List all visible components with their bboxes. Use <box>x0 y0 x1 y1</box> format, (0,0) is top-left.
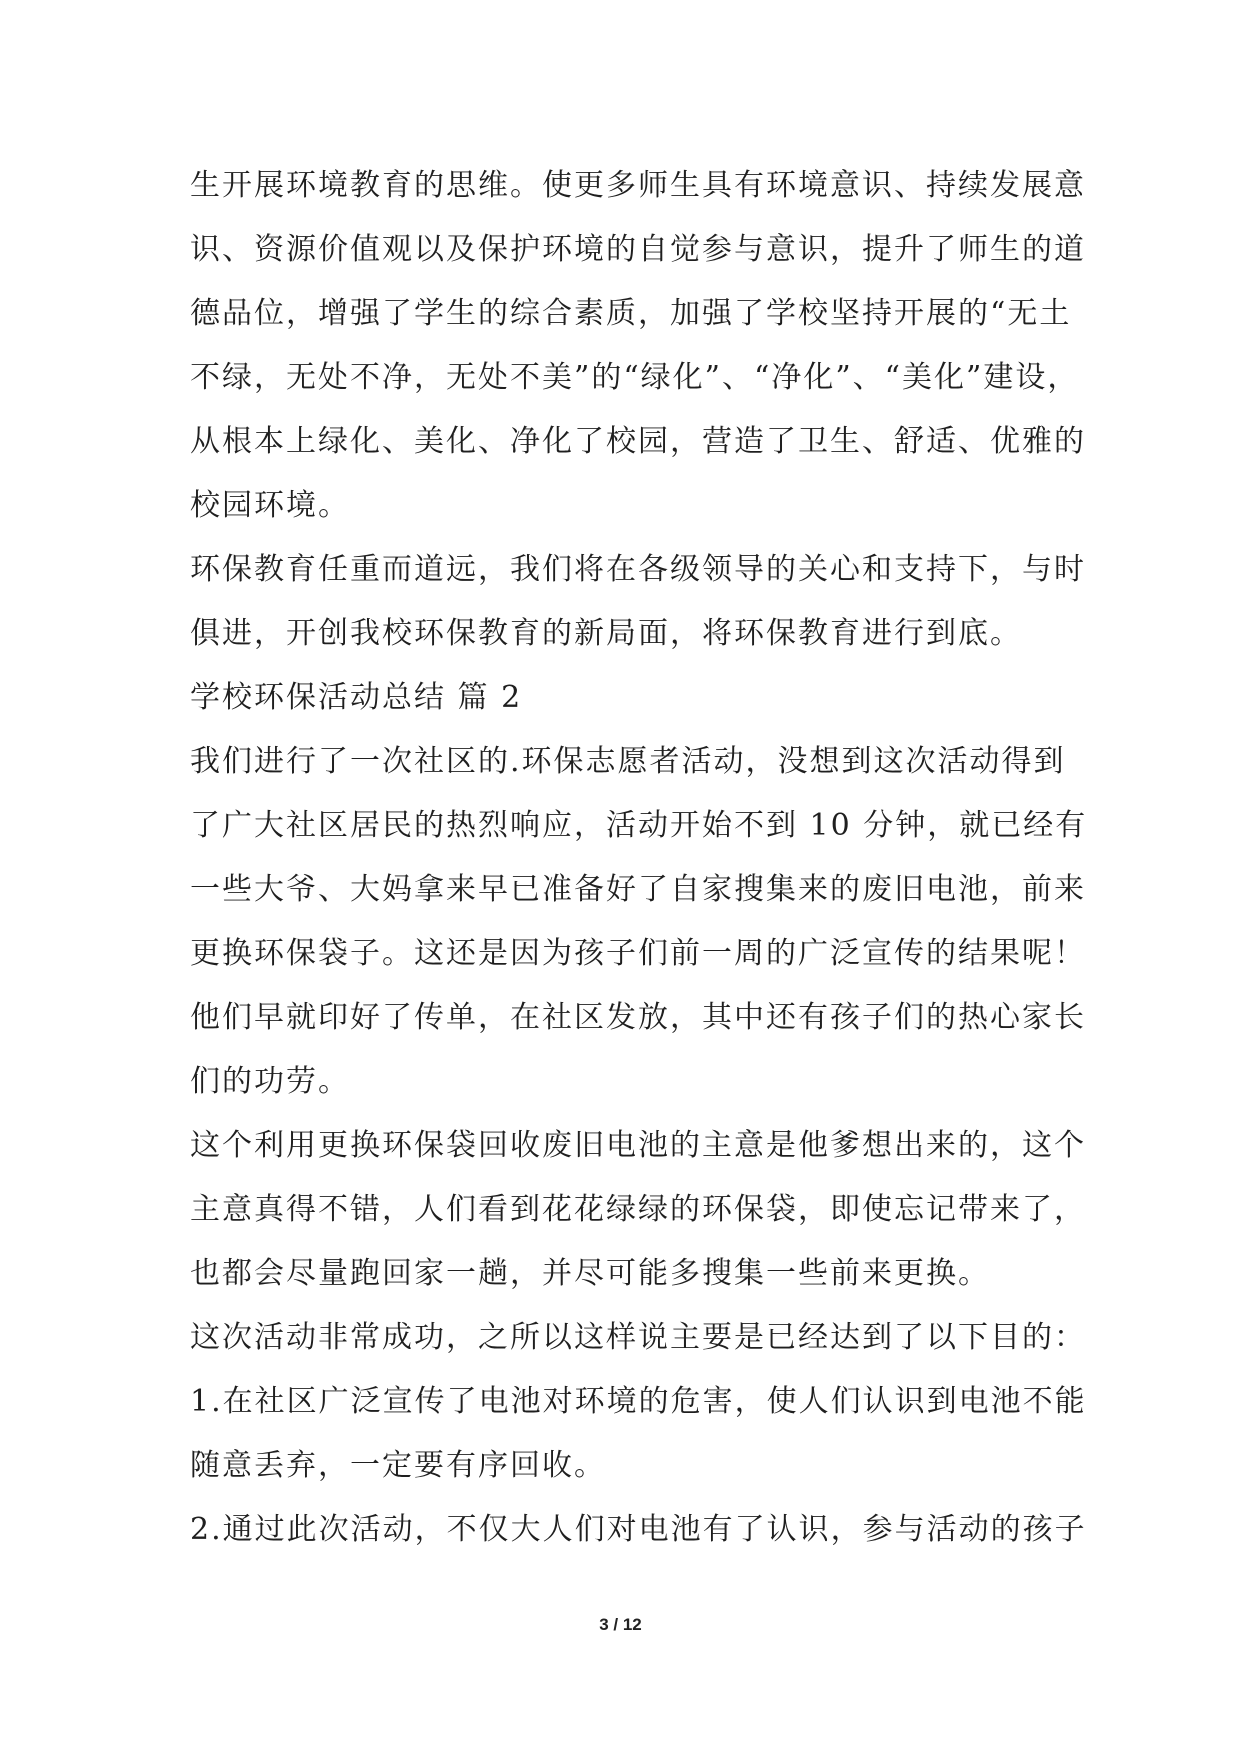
list-item-line: 1.在社区广泛宣传了电池对环境的危害，使人们认识到电池不能 <box>190 1384 1087 1419</box>
text-line: 他们早就印好了传单，在社区发放，其中还有孩子们的热心家长 <box>190 1000 1086 1035</box>
text-line: 一些大爷、大妈拿来早已准备好了自家搜集来的废旧电池，前来 <box>190 872 1086 907</box>
text-line: 们的功劳。 <box>190 1064 350 1099</box>
text-line: 我们进行了一次社区的.环保志愿者活动，没想到这次活动得到 <box>190 744 1066 779</box>
text-line: 俱进，开创我校环保教育的新局面，将环保教育进行到底。 <box>190 616 1022 651</box>
text-line: 环保教育任重而道远，我们将在各级领导的关心和支持下，与时 <box>190 552 1086 587</box>
page-number: 3 / 12 <box>599 1615 642 1634</box>
text-line: 生开展环境教育的思维。使更多师生具有环境意识、持续发展意 <box>190 168 1086 203</box>
text-line: 识、资源价值观以及保护环境的自觉参与意识，提升了师生的道 <box>190 232 1086 267</box>
text-line: 德品位，增强了学生的综合素质，加强了学校坚持开展的“无土 <box>190 296 1072 331</box>
text-line: 校园环境。 <box>190 488 350 523</box>
text-line: 也都会尽量跑回家一趟，并尽可能多搜集一些前来更换。 <box>190 1256 990 1291</box>
document-body <box>190 154 1088 1562</box>
text-line: 更换环保袋子。这还是因为孩子们前一周的广泛宣传的结果呢！ <box>190 936 1086 971</box>
section-heading: 学校环保活动总结 篇 2 <box>190 680 523 715</box>
list-item-line: 2.通过此次活动，不仅大人们对电池有了认识，参与活动的孩子 <box>190 1512 1087 1547</box>
text-line: 这次活动非常成功，之所以这样说主要是已经达到了以下目的： <box>190 1320 1086 1355</box>
text-line: 主意真得不错，人们看到花花绿绿的环保袋，即使忘记带来了， <box>190 1192 1086 1227</box>
text-line: 从根本上绿化、美化、净化了校园，营造了卫生、舒适、优雅的 <box>190 424 1086 459</box>
text-line: 不绿，无处不净，无处不美”的“绿化”、“净化”、“美化”建设， <box>190 360 1080 395</box>
list-item-line: 随意丢弃，一定要有序回收。 <box>190 1448 606 1483</box>
text-line: 了广大社区居民的热烈响应，活动开始不到 10 分钟，就已经有 <box>190 808 1088 843</box>
text-line: 这个利用更换环保袋回收废旧电池的主意是他爹想出来的，这个 <box>190 1128 1086 1163</box>
